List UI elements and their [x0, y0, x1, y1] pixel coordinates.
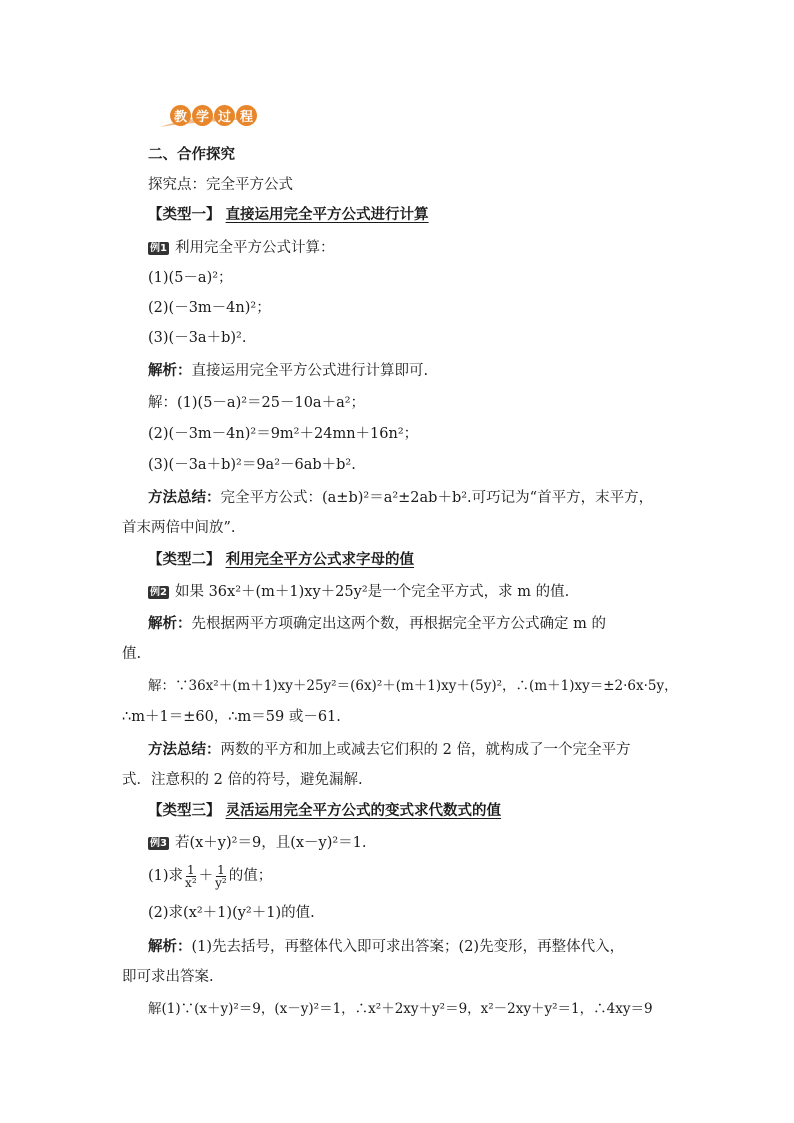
analysis-line: [148, 361, 428, 381]
text-line: 式．注意积的 2 倍的符号，避免漏解.: [122, 772, 363, 788]
section-banner: [158, 103, 258, 129]
text-line: (2)(－3m－4n)²；: [148, 300, 271, 316]
text: (1)求: [148, 868, 184, 884]
topic-line: 探究点：完全平方公式: [148, 177, 293, 193]
analysis-text: 先根据两平方项确定出这两个数，再根据完全平方公式确定 m 的: [191, 616, 606, 632]
text-line: 首末两倍中间放”.: [122, 520, 236, 536]
example-text: 如果 36x²＋(m＋1)xy＋25y²是一个完全平方式，求 m 的值.: [174, 584, 570, 600]
text-line: 即可求出答案.: [122, 969, 214, 985]
solution-line: 解(1)∵(x＋y)²＝9，(x－y)²＝1，∴x²＋2xy＋y²＝9，x²－2xy＋y²＝1，∴4xy＝9: [148, 1001, 653, 1017]
solution-line: 解：∵36x²＋(m＋1)xy＋25y²＝(6x)²＋(m＋1)xy＋(5y)²，∴(m＋1)xy＝±2·6x·5y，: [148, 678, 678, 694]
type-label: 【类型三】: [148, 802, 221, 819]
text-line: 值.: [122, 646, 142, 662]
banner-char: 教: [170, 105, 191, 126]
numerator: 1: [187, 862, 195, 877]
denominator: y²: [215, 875, 227, 890]
text-line-fraction: [148, 862, 272, 890]
plus: ＋: [198, 868, 214, 884]
text-line: (3)(－3a＋b)²＝9a²－6ab＋b².: [148, 457, 356, 473]
text: 的值；: [228, 868, 273, 884]
analysis-line: [148, 614, 606, 634]
section-heading: 二、合作探究: [148, 146, 235, 163]
example-text: 利用完全平方公式计算：: [174, 240, 335, 256]
denominator: x²: [185, 875, 197, 890]
text-line: (2)求(x²＋1)(y²＋1)的值.: [148, 905, 315, 921]
banner-char: 程: [236, 105, 257, 126]
analysis-text: 直接运用完全平方公式进行计算即可.: [191, 363, 429, 379]
type-label: 【类型二】: [148, 551, 221, 568]
example-text: 若(x＋y)²＝9，且(x－y)²＝1.: [174, 835, 367, 851]
example-badge: 例3: [150, 838, 167, 849]
example-badge: 例2: [150, 587, 167, 598]
analysis-line: [148, 937, 624, 957]
type-title: 直接运用完全平方公式进行计算: [225, 206, 429, 223]
banner-char: 学: [192, 105, 213, 126]
text-line: ∴m＋1＝±60，∴m＝59 或－61.: [122, 709, 341, 725]
type-title: 利用完全平方公式求字母的值: [225, 551, 415, 568]
fraction: [214, 864, 228, 889]
example-2: [148, 582, 569, 602]
text-line: (3)(－3a＋b)².: [148, 330, 247, 346]
type-heading-1: [148, 205, 429, 225]
type-title: 灵活运用完全平方公式的变式求代数式的值: [225, 802, 502, 819]
text-line: (2)(－3m－4n)²＝9m²＋24mn＋16n²；: [148, 426, 419, 442]
analysis-label: 解析：: [148, 615, 192, 632]
type-heading-2: [148, 550, 414, 570]
numerator: 1: [217, 862, 225, 877]
analysis-text: (1)先去括号，再整体代入即可求出答案；(2)先变形，再整体代入，: [191, 939, 625, 955]
summary-text: 两数的平方和加上或减去它们积的 2 倍，就构成了一个完全平方: [220, 742, 631, 758]
example-3: [148, 833, 367, 853]
banner-char: 过: [214, 105, 235, 126]
type-label: 【类型一】: [148, 206, 221, 223]
summary-line: [148, 740, 630, 760]
solution-line: 解：(1)(5－a)²＝25－10a＋a²；: [148, 395, 366, 411]
text-line: (1)(5－a)²；: [148, 270, 233, 286]
analysis-label: 解析：: [148, 362, 192, 379]
summary-label: 方法总结：: [148, 489, 221, 506]
example-1: [148, 238, 334, 258]
type-heading-3: [148, 801, 501, 821]
summary-line: [148, 488, 653, 508]
analysis-label: 解析：: [148, 938, 192, 955]
summary-text: 完全平方公式：(a±b)²＝a²±2ab＋b².可巧记为“首平方，末平方，: [220, 490, 654, 506]
example-badge: 例1: [150, 243, 167, 254]
summary-label: 方法总结：: [148, 741, 221, 758]
fraction: [184, 864, 198, 889]
